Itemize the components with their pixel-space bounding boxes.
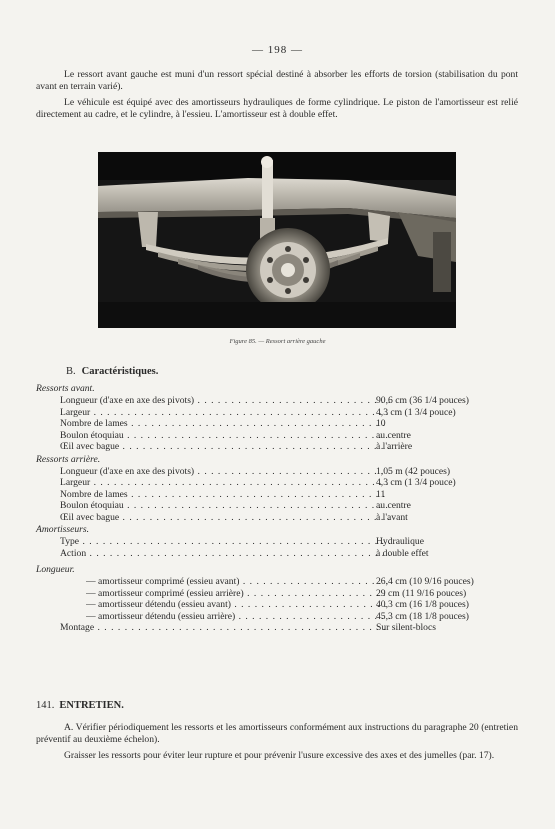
spec-value: 45,3 cm (18 1/8 pouces) [376,610,469,622]
intro-paragraph-1: Le ressort avant gauche est muni d'un ressort spécial destiné à absorber les efforts de torsion (stabilisation du pont avant en terrain varié). [36,69,518,92]
intro-paragraph-2: Le véhicule est équipé avec des amortisseurs hydrauliques de forme cylindrique. Le piston de l'amortisseur est relié directement au cadre, et le cylindre, à l'essieu. L'amortisseur est à double effet. [36,97,518,120]
spec-row [36,489,518,501]
intro-text [36,69,518,125]
spec-label: Montage . . . [60,622,390,634]
spec-row [36,395,518,407]
spec-value: à l'avant [376,511,408,523]
spec-row [36,622,518,634]
maintenance-paragraph-2: Graisser les ressorts pour éviter leur rupture et pour prévenir l'usure excessive des axes et des jumelles (par. 17). [64,750,495,761]
spec-label: Longueur (d'axe en axe des pivots) . . . [60,395,390,407]
group-title-length: Longueur. [36,564,75,575]
group-title-front-springs: Ressorts avant. [36,383,95,394]
spec-label: Nombre de lames . . . [60,418,390,430]
spec-row [36,418,518,430]
section-b-letter: B. [66,366,76,377]
spec-row [36,500,518,512]
spec-row [36,441,518,453]
spec-label: — amortisseur détendu (essieu avant) . . . [86,599,390,611]
spec-value: 29 cm (11 9/16 pouces) [376,587,467,599]
maintenance-paragraph-1: A. Vérifier périodiquement les ressorts et les amortisseurs conformément aux instructions du paragraphe 20 (entretien préventif au deuxième échelon). [36,722,518,745]
section-b-title: Caractéristiques. [81,366,159,377]
spec-label: Largeur . . . [60,477,390,489]
spec-value: 10 [376,418,386,429]
spec-value: 26,4 cm (10 9/16 pouces) [376,576,474,587]
spec-label: Boulon étoquiau . . . [60,430,390,442]
spec-row [36,548,518,560]
section-141-heading [36,700,124,711]
spec-value: au centre [376,500,411,511]
spec-value: Sur silent-blocs [376,622,436,633]
spec-label: Type . . . [60,536,390,548]
spec-row [36,536,518,548]
spec-label: Largeur . . . [60,407,390,419]
spec-label: Action . . . [60,548,390,560]
spec-value: 1,05 m (42 pouces) [376,465,451,477]
spec-label: — amortisseur détendu (essieu arrière) . . . [86,611,390,623]
section-141-title: ENTRETIEN. [59,700,124,711]
spec-row [36,588,518,600]
spec-label: Œil avec bague . . . [60,512,390,524]
spec-value: 11 [376,488,386,500]
spec-value: Hydraulique [376,536,424,547]
spec-label: Œil avec bague . . . [60,441,390,453]
spec-row [36,466,518,478]
spec-label: — amortisseur comprimé (essieu avant) . . . [86,576,390,588]
spec-label: Boulon étoquiau . . . [60,500,390,512]
specifications-table [36,382,518,634]
spec-row [36,599,518,611]
section-b-heading [66,366,158,377]
spec-value: à l'arrière [376,441,413,452]
spec-row [36,477,518,489]
spec-row [36,512,518,524]
maintenance-text [36,722,518,766]
spec-value: à double effet [376,547,429,559]
spec-label: Longueur (d'axe en axe des pivots) . . . [60,466,390,478]
group-title-rear-springs: Ressorts arrière. [36,453,101,465]
page-number: — 198 — [252,44,303,56]
spec-value: 4,3 cm (1 3/4 pouce) [376,406,456,418]
spec-value: 4,3 cm (1 3/4 pouce) [376,477,456,488]
spec-label: — amortisseur comprimé (essieu arrière) . . . [86,588,390,600]
spec-row [36,407,518,419]
spec-value: 90,6 cm (36 1/4 pouces) [376,395,469,406]
spec-value: au centre [376,429,411,441]
spec-row [36,611,518,623]
rear-spring-photo [98,152,456,328]
section-141-number: 141. [36,700,55,711]
spec-row [36,576,518,588]
spec-value: 40,3 cm (16 1/8 pouces) [376,599,469,610]
spec-row [36,430,518,442]
figure-caption: Figure 85. — Ressort arrière gauche [229,338,326,345]
group-title-shock-absorbers: Amortisseurs. [36,524,90,535]
spec-label: Nombre de lames . . . [60,489,390,501]
